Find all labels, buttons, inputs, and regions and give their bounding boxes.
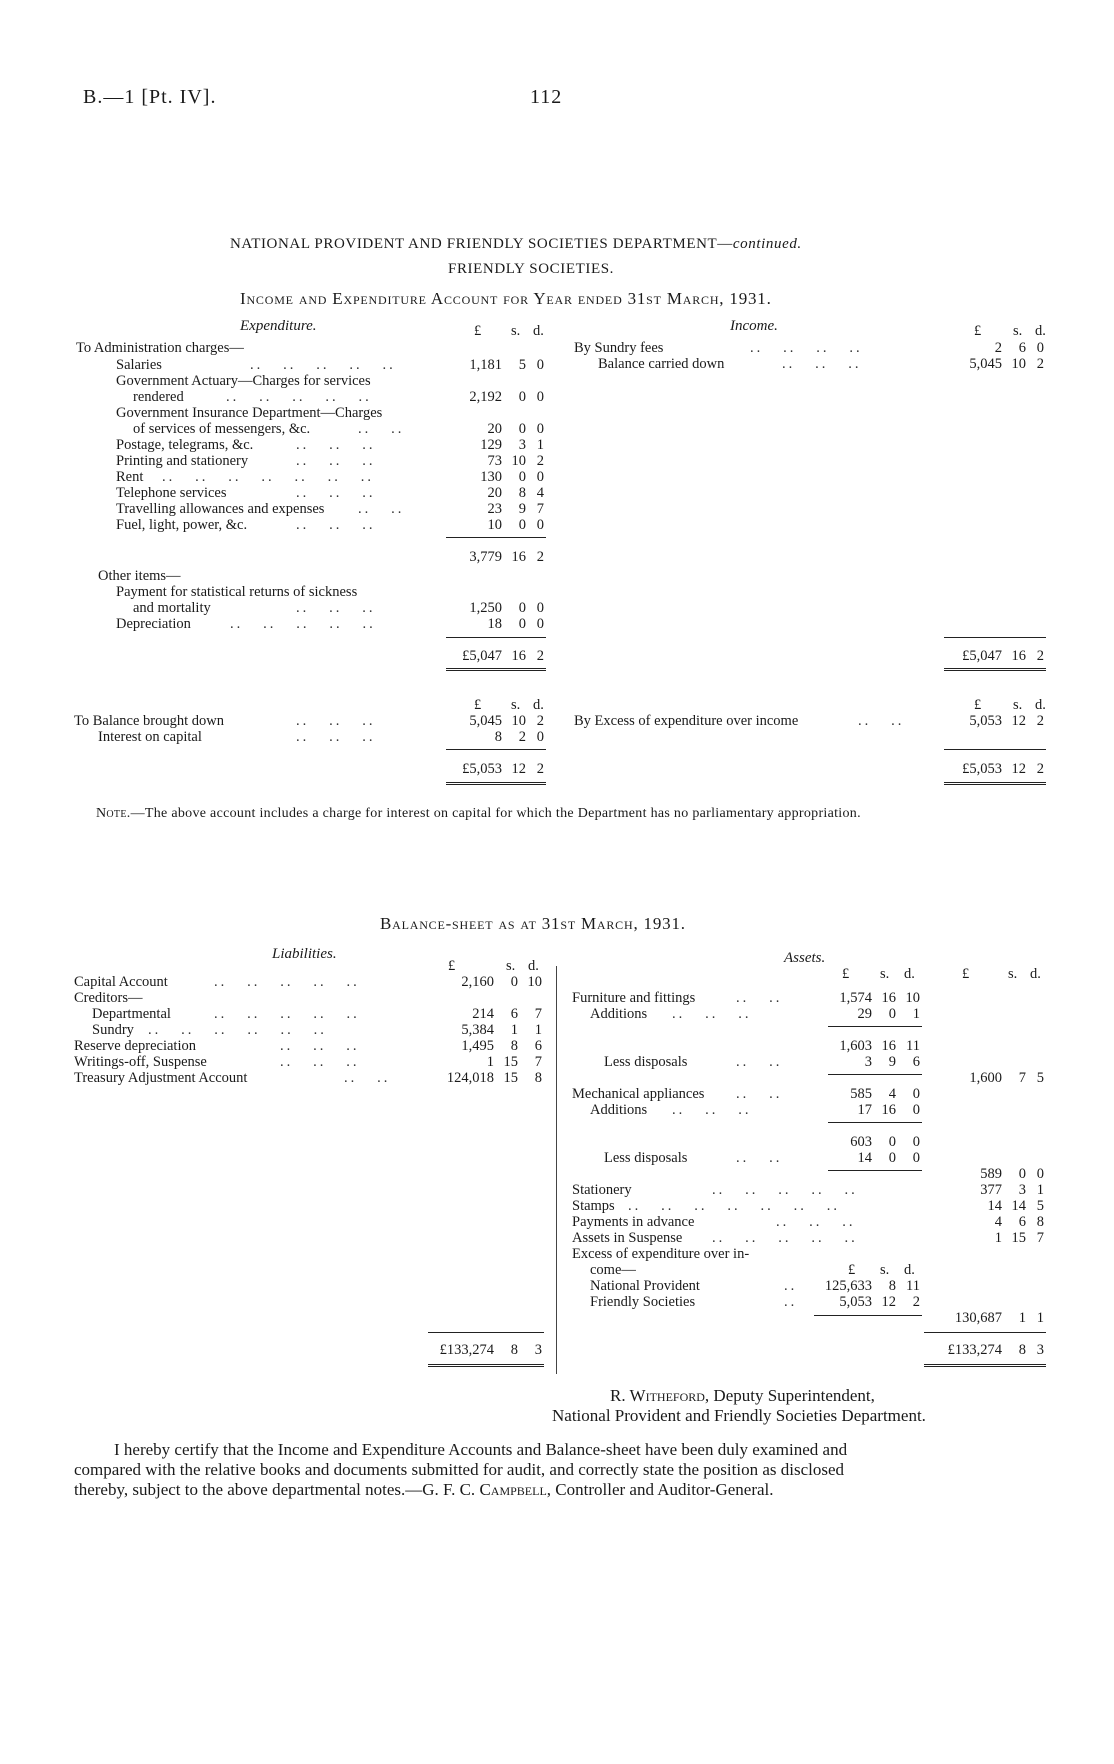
excess-label: Friendly Societies xyxy=(590,1294,696,1310)
column-divider xyxy=(556,966,557,1374)
exp-pounds: 129 xyxy=(480,437,502,453)
interest-pounds: 8 xyxy=(494,729,502,745)
balance-sheet-title: Balance-sheet as at 31st March, 1931. xyxy=(380,914,686,933)
col-pence: d. xyxy=(533,323,544,339)
exp-shillings: 5 xyxy=(518,357,526,373)
other-label: Payment for statistical returns of sickness xyxy=(116,584,358,600)
asset-net-pounds: 4 xyxy=(994,1214,1002,1230)
leader-dots: .. .. .. .. .. .. .. xyxy=(628,1198,840,1214)
admin-total-pounds: 3,779 xyxy=(469,549,502,565)
total-rule xyxy=(446,637,546,638)
excess-total-pounds: 130,687 xyxy=(954,1310,1002,1326)
asset-net-shillings: 3 xyxy=(1018,1182,1026,1198)
liability-pence: 8 xyxy=(534,1070,542,1086)
exp-pounds: 1,181 xyxy=(469,357,502,373)
subtotal-rule xyxy=(828,1170,922,1171)
subtotal-rule xyxy=(828,1074,922,1075)
expenditure-caption: Expenditure. xyxy=(240,318,317,334)
exp-shillings: 8 xyxy=(518,485,526,501)
asset-net-pounds: 1,600 xyxy=(969,1070,1002,1086)
liability-label: Reserve depreciation xyxy=(74,1038,196,1054)
col-pound-totals: £ xyxy=(962,966,970,982)
asset-label: Mechanical appliances xyxy=(572,1086,705,1102)
balance-pence: 2 xyxy=(536,713,544,729)
income-shillings: 10 xyxy=(1011,356,1026,372)
leader-dots: .. .. .. xyxy=(296,485,376,501)
asset-net-shillings: 6 xyxy=(1018,1214,1026,1230)
leader-dots: .. .. .. xyxy=(782,356,862,372)
liability-pounds: 124,018 xyxy=(446,1070,494,1086)
asset-pounds: 3 xyxy=(864,1054,872,1070)
page-reference: B.—1 [Pt. IV]. xyxy=(83,86,217,108)
liability-shillings: 8 xyxy=(510,1038,518,1054)
auditor-name: Campbell xyxy=(479,1480,547,1499)
liabilities-total-shillings: 8 xyxy=(510,1342,518,1358)
exp-shillings: 0 xyxy=(518,389,526,405)
col-pound: £ xyxy=(848,1262,856,1278)
asset-pounds: 603 xyxy=(850,1134,872,1150)
asset-net-pence: 8 xyxy=(1036,1214,1044,1230)
leader-dots: .. .. xyxy=(358,421,405,437)
income-pounds: 5,045 xyxy=(969,356,1002,372)
excess-pence: 11 xyxy=(906,1278,920,1294)
liability-shillings: 15 xyxy=(503,1070,518,1086)
signatory-name: R. Witheford xyxy=(610,1386,705,1405)
asset-label: Stamps xyxy=(572,1198,615,1214)
assets-caption: Assets. xyxy=(784,950,826,966)
liability-label: Treasury Adjustment Account xyxy=(74,1070,248,1086)
leader-dots: .. .. xyxy=(736,1054,783,1070)
excess-shillings: 8 xyxy=(888,1278,896,1294)
leader-dots: .. xyxy=(784,1294,798,1310)
asset-pence: 11 xyxy=(906,1038,920,1054)
exp-shillings: 0 xyxy=(518,421,526,437)
asset-pounds: 1,603 xyxy=(839,1038,872,1054)
col-shillings: s. xyxy=(511,323,521,339)
liability-shillings: 0 xyxy=(510,974,518,990)
balance-total-shillings: 12 xyxy=(511,761,526,777)
excess-pounds: 5,053 xyxy=(969,713,1002,729)
liability-pence: 6 xyxy=(534,1038,542,1054)
liability-pounds: 5,384 xyxy=(461,1022,494,1038)
other-label-cont: and mortality xyxy=(133,600,211,616)
liability-label: Capital Account xyxy=(74,974,168,990)
exp-label: Postage, telegrams, &c. xyxy=(116,437,254,453)
assets-total-shillings: 8 xyxy=(1018,1342,1026,1358)
certificate-line: thereby, subject to the above departmental notes.—G. F. C. Campbell, Controller and Auditor-General. xyxy=(74,1480,774,1499)
other-pence: 0 xyxy=(536,616,544,632)
asset-label: Assets in Suspense xyxy=(572,1230,683,1246)
asset-label: Less disposals xyxy=(604,1150,688,1166)
exp-total-pence: 2 xyxy=(536,648,544,664)
col-shillings-assets: s. xyxy=(880,966,890,982)
col-pence-assets: d. xyxy=(904,966,915,982)
income-pence: 2 xyxy=(1036,356,1044,372)
admin-total-shillings: 16 xyxy=(511,549,526,565)
leader-dots: .. .. xyxy=(858,713,905,729)
exp-label: Telephone services xyxy=(116,485,227,501)
exp-label-cont: of services of messengers, &c. xyxy=(133,421,311,437)
other-pence: 0 xyxy=(536,600,544,616)
leader-dots: .. .. .. .. .. xyxy=(712,1182,858,1198)
asset-net-shillings: 14 xyxy=(1011,1198,1026,1214)
subtotal-rule xyxy=(446,537,546,538)
leader-dots: .. .. xyxy=(736,1086,783,1102)
col-pence: d. xyxy=(528,958,539,974)
asset-shillings: 16 xyxy=(881,990,896,1006)
asset-pounds: 29 xyxy=(857,1006,872,1022)
interest-label: Interest on capital xyxy=(98,729,202,745)
asset-shillings: 0 xyxy=(888,1150,896,1166)
exp-label: Rent xyxy=(116,469,144,485)
leader-dots: .. .. .. xyxy=(296,600,376,616)
exp-pounds: 20 xyxy=(487,485,502,501)
total-rule xyxy=(428,1332,544,1333)
exp-pounds: 10 xyxy=(487,517,502,533)
col-shillings-income: s. xyxy=(1013,323,1023,339)
asset-shillings: 0 xyxy=(888,1134,896,1150)
excess-pounds: 5,053 xyxy=(839,1294,872,1310)
asset-net-pence: 0 xyxy=(1036,1166,1044,1182)
leader-dots: .. .. .. .. .. xyxy=(712,1230,858,1246)
liability-pence: 1 xyxy=(534,1022,542,1038)
exp-pence: 2 xyxy=(536,453,544,469)
other-label: Depreciation xyxy=(116,616,191,632)
balance-label: To Balance brought down xyxy=(74,713,224,729)
col-shillings: s. xyxy=(511,697,521,713)
page-number: 112 xyxy=(530,86,563,108)
leader-dots: .. .. .. .. .. xyxy=(250,357,396,373)
double-rule xyxy=(924,1364,1046,1367)
asset-net-pounds: 14 xyxy=(987,1198,1002,1214)
other-shillings: 0 xyxy=(518,600,526,616)
liability-pence: 7 xyxy=(534,1006,542,1022)
leader-dots: .. .. xyxy=(358,501,405,517)
asset-shillings: 0 xyxy=(888,1006,896,1022)
income-label: By Sundry fees xyxy=(574,340,664,356)
exp-pence: 4 xyxy=(536,485,544,501)
col-pence: d. xyxy=(533,697,544,713)
balance-pounds: 5,045 xyxy=(469,713,502,729)
leader-dots: .. .. .. .. .. .. xyxy=(148,1022,327,1038)
exp-label: Government Insurance Department—Charges xyxy=(116,405,383,421)
asset-pence: 1 xyxy=(912,1006,920,1022)
admin-heading: To Administration charges— xyxy=(76,340,244,356)
liability-shillings: 6 xyxy=(510,1006,518,1022)
col-pound-assets: £ xyxy=(842,966,850,982)
income-shillings: 6 xyxy=(1018,340,1026,356)
excess-total-shillings: 12 xyxy=(1011,761,1026,777)
col-pence-income: d. xyxy=(1035,323,1046,339)
liability-shillings: 1 xyxy=(510,1022,518,1038)
liability-pounds: 1,495 xyxy=(461,1038,494,1054)
asset-label: Furniture and fittings xyxy=(572,990,696,1006)
certificate-line: I hereby certify that the Income and Expenditure Accounts and Balance-sheet have been duly examined and xyxy=(114,1440,848,1459)
income-caption: Income. xyxy=(730,318,778,334)
section-title: FRIENDLY SOCIETIES. xyxy=(448,261,615,277)
col-shillings-totals: s. xyxy=(1008,966,1018,982)
exp-label: Government Actuary—Charges for services xyxy=(116,373,371,389)
total-rule xyxy=(446,749,546,750)
liability-label: Writings-off, Suspense xyxy=(74,1054,207,1070)
liability-pounds: 2,160 xyxy=(461,974,494,990)
excess-total-shillings: 1 xyxy=(1018,1310,1026,1326)
creditors-heading: Creditors— xyxy=(74,990,143,1006)
subtotal-rule xyxy=(828,1026,922,1027)
income-total-pence: 2 xyxy=(1036,648,1044,664)
col-shillings-income: s. xyxy=(1013,697,1023,713)
asset-pence: 0 xyxy=(912,1150,920,1166)
exp-pounds: 23 xyxy=(487,501,502,517)
asset-net-shillings: 15 xyxy=(1011,1230,1026,1246)
col-pence: d. xyxy=(904,1262,915,1278)
excess-total-pence: 1 xyxy=(1036,1310,1044,1326)
asset-pence: 0 xyxy=(912,1086,920,1102)
total-rule xyxy=(944,749,1046,750)
other-shillings: 0 xyxy=(518,616,526,632)
leader-dots: .. .. xyxy=(736,1150,783,1166)
asset-pounds: 585 xyxy=(850,1086,872,1102)
asset-net-pounds: 377 xyxy=(980,1182,1002,1198)
subtotal-rule xyxy=(828,1122,922,1123)
admin-total-pence: 2 xyxy=(536,549,544,565)
asset-shillings: 16 xyxy=(881,1038,896,1054)
income-label: Balance carried down xyxy=(598,356,725,372)
exp-pence: 0 xyxy=(536,469,544,485)
leader-dots: .. .. .. .. .. xyxy=(230,616,376,632)
exp-total-shillings: 16 xyxy=(511,648,526,664)
asset-shillings: 16 xyxy=(881,1102,896,1118)
exp-label: Fuel, light, power, &c. xyxy=(116,517,248,533)
asset-net-pence: 5 xyxy=(1036,1198,1044,1214)
balance-total-pence: 2 xyxy=(536,761,544,777)
other-pounds: 1,250 xyxy=(469,600,502,616)
exp-shillings: 0 xyxy=(518,469,526,485)
leader-dots: .. .. .. xyxy=(672,1102,752,1118)
exp-pounds: 20 xyxy=(487,421,502,437)
signature-line: R. Witheford, Deputy Superintendent, xyxy=(610,1386,875,1405)
col-pence-totals: d. xyxy=(1030,966,1041,982)
assets-total-pence: 3 xyxy=(1036,1342,1044,1358)
income-pence: 0 xyxy=(1036,340,1044,356)
col-pence-income: d. xyxy=(1035,697,1046,713)
signature-department: National Provident and Friendly Societies Department. xyxy=(552,1406,926,1425)
liabilities-total-pounds: £133,274 xyxy=(439,1342,494,1358)
leader-dots: .. .. .. .. xyxy=(750,340,863,356)
asset-pence: 6 xyxy=(912,1054,920,1070)
certificate-line: compared with the relative books and documents submitted for audit, and correctly state the position as disclosed xyxy=(74,1460,844,1479)
subtotal-rule xyxy=(814,1315,922,1316)
asset-pence: 0 xyxy=(912,1102,920,1118)
liabilities-caption: Liabilities. xyxy=(272,946,337,962)
double-rule xyxy=(428,1364,544,1367)
interest-pence: 0 xyxy=(536,729,544,745)
excess-shillings: 12 xyxy=(1011,713,1026,729)
exp-shillings: 9 xyxy=(518,501,526,517)
asset-label: Stationery xyxy=(572,1182,632,1198)
excess-heading-cont: come— xyxy=(590,1262,636,1278)
liability-pounds: 214 xyxy=(472,1006,494,1022)
asset-shillings: 4 xyxy=(888,1086,896,1102)
exp-label: Travelling allowances and expenses xyxy=(116,501,325,517)
excess-label: National Provident xyxy=(590,1278,700,1294)
double-rule xyxy=(944,782,1046,785)
excess-heading: Excess of expenditure over in- xyxy=(572,1246,750,1262)
excess-pence: 2 xyxy=(912,1294,920,1310)
income-pounds: 2 xyxy=(994,340,1002,356)
double-rule xyxy=(446,782,546,785)
col-shillings: s. xyxy=(880,1262,890,1278)
income-total-shillings: 16 xyxy=(1011,648,1026,664)
other-heading: Other items— xyxy=(98,568,181,584)
asset-pounds: 1,574 xyxy=(839,990,872,1006)
balance-total-pounds: £5,053 xyxy=(462,761,502,777)
exp-shillings: 10 xyxy=(511,453,526,469)
total-rule xyxy=(944,637,1046,638)
assets-total-pounds: £133,274 xyxy=(947,1342,1002,1358)
asset-label: Less disposals xyxy=(604,1054,688,1070)
exp-pence: 0 xyxy=(536,421,544,437)
asset-net-pence: 1 xyxy=(1036,1182,1044,1198)
asset-label: Additions xyxy=(590,1102,648,1118)
leader-dots: .. .. .. .. .. xyxy=(214,1006,360,1022)
liability-label: Departmental xyxy=(92,1006,171,1022)
leader-dots: .. .. .. xyxy=(672,1006,752,1022)
leader-dots: .. .. .. xyxy=(296,729,376,745)
asset-shillings: 9 xyxy=(888,1054,896,1070)
other-pounds: 18 xyxy=(487,616,502,632)
exp-pence: 7 xyxy=(536,501,544,517)
liability-shillings: 15 xyxy=(503,1054,518,1070)
interest-shillings: 2 xyxy=(518,729,526,745)
excess-pounds: 125,633 xyxy=(824,1278,872,1294)
exp-pence: 0 xyxy=(536,517,544,533)
income-total-pounds: £5,047 xyxy=(962,648,1002,664)
col-pound-income: £ xyxy=(974,697,982,713)
exp-pence: 0 xyxy=(536,357,544,373)
excess-shillings: 12 xyxy=(881,1294,896,1310)
leader-dots: .. .. xyxy=(344,1070,391,1086)
account-note: Note.—The above account includes a charge for interest on capital for which the Department has no parliamentary appropriation. xyxy=(96,806,861,821)
excess-total-pence: 2 xyxy=(1036,761,1044,777)
exp-pounds: 73 xyxy=(487,453,502,469)
asset-pounds: 17 xyxy=(857,1102,872,1118)
excess-label: By Excess of expenditure over income xyxy=(574,713,799,729)
exp-pounds: 130 xyxy=(480,469,502,485)
col-pound: £ xyxy=(474,323,482,339)
col-pound: £ xyxy=(448,958,456,974)
double-rule xyxy=(446,668,546,671)
col-pound: £ xyxy=(474,697,482,713)
asset-net-shillings: 0 xyxy=(1018,1166,1026,1182)
asset-net-pence: 7 xyxy=(1036,1230,1044,1246)
department-title: NATIONAL PROVIDENT AND FRIENDLY SOCIETIES DEPARTMENT—continued. xyxy=(230,236,802,252)
exp-pence: 0 xyxy=(536,389,544,405)
leader-dots: .. .. .. xyxy=(280,1038,360,1054)
exp-pounds: 2,192 xyxy=(469,389,502,405)
exp-shillings: 0 xyxy=(518,517,526,533)
leader-dots: .. .. .. .. .. xyxy=(226,389,372,405)
exp-label: Salaries xyxy=(116,357,162,373)
exp-shillings: 3 xyxy=(518,437,526,453)
liability-label: Sundry xyxy=(92,1022,134,1038)
account-title: Income and Expenditure Account for Year ended 31st March, 1931. xyxy=(240,289,772,308)
balance-shillings: 10 xyxy=(511,713,526,729)
leader-dots: .. .. .. xyxy=(296,453,376,469)
asset-net-pence: 5 xyxy=(1036,1070,1044,1086)
asset-pence: 10 xyxy=(905,990,920,1006)
leader-dots: .. .. .. xyxy=(296,437,376,453)
leader-dots: .. xyxy=(784,1278,798,1294)
liabilities-total-pence: 3 xyxy=(534,1342,542,1358)
exp-total-pounds: £5,047 xyxy=(462,648,502,664)
asset-net-pounds: 589 xyxy=(980,1166,1002,1182)
exp-label: Printing and stationery xyxy=(116,453,249,469)
asset-net-shillings: 7 xyxy=(1018,1070,1026,1086)
asset-net-pounds: 1 xyxy=(994,1230,1002,1246)
asset-pounds: 14 xyxy=(857,1150,872,1166)
excess-total-pounds: £5,053 xyxy=(962,761,1002,777)
excess-pence: 2 xyxy=(1036,713,1044,729)
liability-pounds: 1 xyxy=(486,1054,494,1070)
leader-dots: .. .. .. .. .. xyxy=(214,974,360,990)
asset-label: Payments in advance xyxy=(572,1214,695,1230)
asset-pence: 0 xyxy=(912,1134,920,1150)
exp-label-cont: rendered xyxy=(133,389,184,405)
leader-dots: .. .. .. xyxy=(296,517,376,533)
leader-dots: .. .. .. xyxy=(280,1054,360,1070)
exp-pence: 1 xyxy=(536,437,544,453)
total-rule xyxy=(924,1332,1046,1333)
col-shillings: s. xyxy=(506,958,516,974)
liability-pence: 7 xyxy=(534,1054,542,1070)
asset-label: Additions xyxy=(590,1006,648,1022)
leader-dots: .. .. .. .. .. .. .. xyxy=(162,469,374,485)
col-pound-income: £ xyxy=(974,323,982,339)
double-rule xyxy=(944,668,1046,671)
leader-dots: .. .. .. xyxy=(296,713,376,729)
leader-dots: .. .. xyxy=(736,990,783,1006)
liability-pence: 10 xyxy=(527,974,542,990)
leader-dots: .. .. .. xyxy=(776,1214,856,1230)
